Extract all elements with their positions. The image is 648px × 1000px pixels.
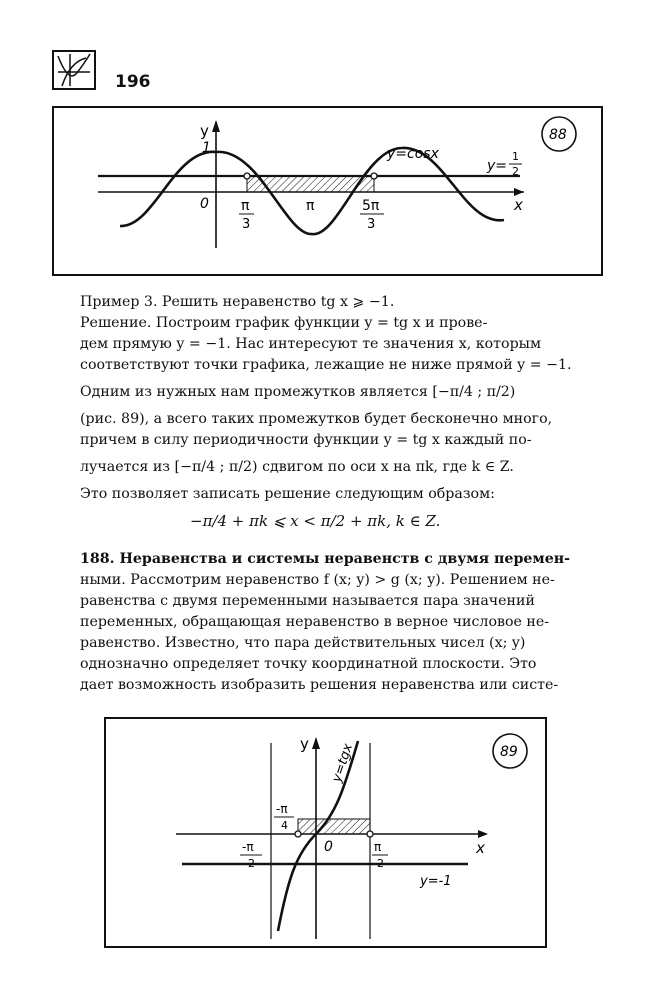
- label-pi: π: [306, 198, 315, 214]
- figure-88: [52, 106, 603, 276]
- label-one: 1: [202, 140, 211, 156]
- x-axis-label: x: [476, 839, 485, 857]
- page-number: 196: [115, 72, 151, 92]
- figure-number: 89: [500, 744, 518, 760]
- text-line: соответствуют точки графика, лежащие не ниже прямой y = −1.: [80, 357, 572, 373]
- figure-89: [104, 717, 547, 948]
- point-pi3: [244, 173, 250, 179]
- graph-logo-icon: [54, 52, 94, 88]
- book-logo: [52, 50, 96, 90]
- label-mpi4-den: 4: [281, 819, 288, 832]
- text-line: Пример 3. Решить неравенство tg x ⩾ −1.: [80, 294, 395, 310]
- y-axis-label: y: [300, 735, 309, 753]
- y-arrow: [212, 120, 220, 132]
- point-right: [367, 831, 373, 837]
- text-line: однозначно определяет точку координатной плоскости. Это: [80, 656, 537, 672]
- half-label-num: 1: [512, 150, 519, 163]
- y-axis-label: y: [200, 122, 209, 140]
- text-line: равенство. Известно, что пара действительных чисел (x; y): [80, 635, 526, 651]
- point-left: [295, 831, 301, 837]
- label-mpi2-den: 2: [248, 857, 255, 870]
- solution-formula: −π/4 + πk ⩽ x < π/2 + πk, k ∈ Z.: [190, 512, 441, 530]
- minus-one-label: y=-1: [420, 874, 452, 889]
- label-5pi3-num: 5π: [362, 198, 380, 214]
- half-label-lhs: y=: [487, 158, 508, 174]
- label-pi3-num: π: [241, 198, 250, 214]
- label-pi2-den: 2: [377, 857, 384, 870]
- example-text: [80, 292, 596, 505]
- label-mpi2-num: -π: [242, 840, 254, 854]
- text-line: причем в силу периодичности функции y = tg x каждый по-: [80, 432, 532, 448]
- text-line: переменных, обращающая неравенство в верное числовое не-: [80, 614, 550, 630]
- text-line: Одним из нужных нам промежутков является [−π/4 ; π/2): [80, 384, 516, 400]
- cos-label: y=cosx: [387, 146, 439, 162]
- text-line: ными. Рассмотрим неравенство f (x; y) > g (x; y). Решением не-: [80, 572, 555, 588]
- text-line: 188. Неравенства и системы неравенств с двумя перемен-: [80, 551, 571, 567]
- x-arrow: [514, 188, 524, 196]
- figure-number: 88: [549, 127, 567, 143]
- text-line: (рис. 89), а всего таких промежутков будет бесконечно много,: [80, 411, 553, 427]
- x-axis-label: x: [514, 196, 523, 214]
- curve-label: y=tgx: [329, 741, 357, 785]
- y-arrow: [312, 737, 320, 749]
- x-arrow: [478, 830, 488, 838]
- text-line: Это позволяет записать решение следующим образом:: [80, 486, 495, 502]
- text-line: дем прямую y = −1. Нас интересуют те значения x, которым: [80, 336, 541, 352]
- text-line: равенства с двумя переменными называется пара значений: [80, 593, 535, 609]
- origin-label: 0: [200, 196, 209, 212]
- origin-label: 0: [324, 839, 333, 855]
- half-label-den: 2: [512, 165, 519, 178]
- point-5pi3: [371, 173, 377, 179]
- hatched-region: [298, 819, 370, 834]
- label-5pi3-den: 3: [367, 217, 376, 232]
- label-pi3-den: 3: [242, 217, 251, 232]
- text-line: дает возможность изобразить решения неравенства или систе-: [80, 677, 559, 693]
- label-mpi4-num: -π: [276, 802, 288, 816]
- text-line: Решение. Построим график функции y = tg x и прове-: [80, 315, 488, 331]
- text-line: лучается из [−π/4 ; π/2) сдвигом по оси x на πk, где k ∈ Z.: [80, 459, 514, 475]
- label-pi2-num: π: [374, 840, 382, 854]
- section-188-text: [80, 549, 596, 696]
